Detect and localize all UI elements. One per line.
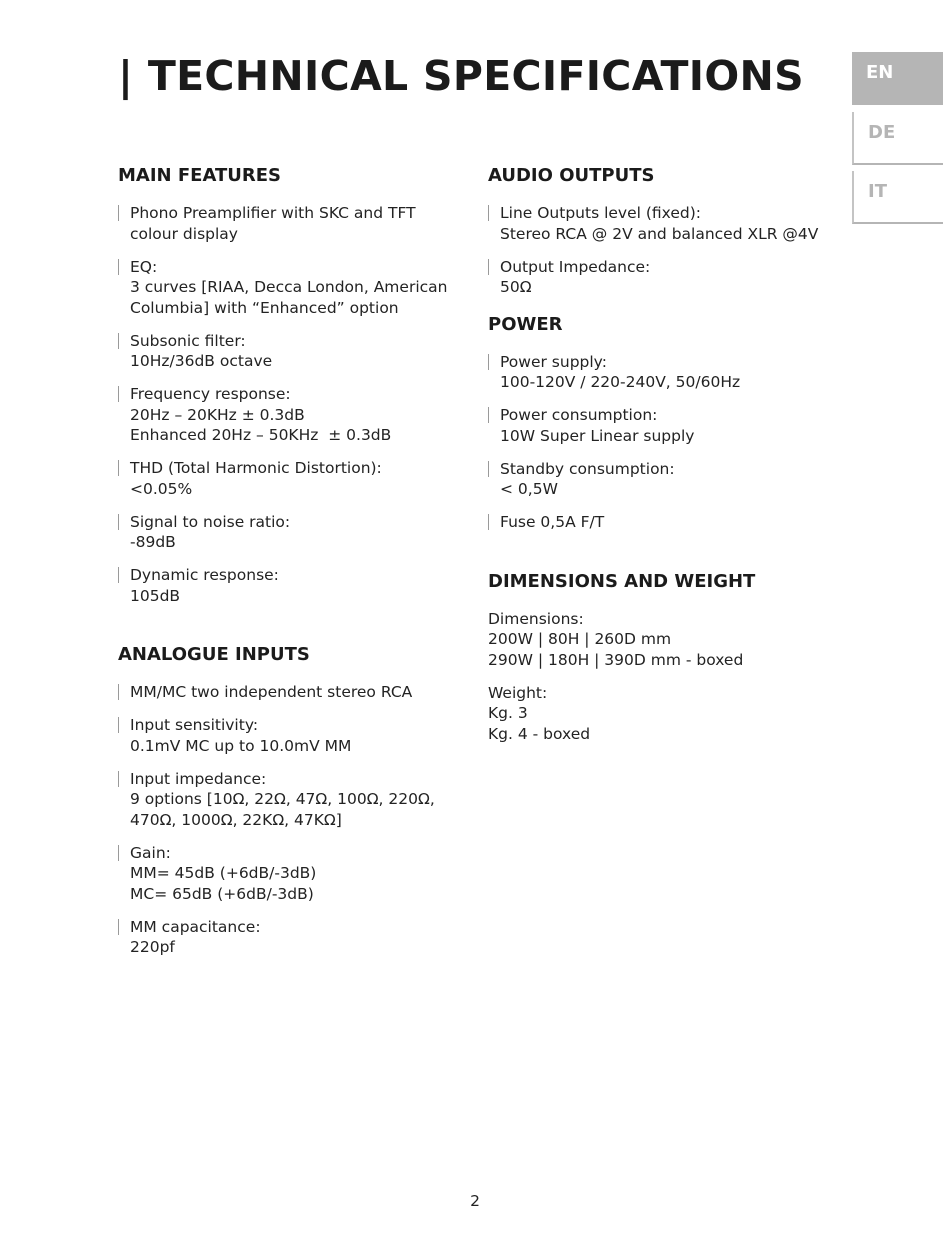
section-heading: POWER [488,313,563,335]
spec-item [118,458,478,499]
spec-value: 220pf [130,938,175,956]
spec-value: 10Hz/36dB octave [130,352,273,370]
spec-label: Power supply: [500,352,607,371]
spec-list [488,609,848,745]
spec-item [118,512,478,553]
language-tab-it[interactable]: IT [852,171,943,224]
spec-label: Signal to noise ratio: [130,512,291,531]
spec-label: EQ: [130,257,158,276]
bullet-bar [488,205,489,221]
spec-label: Input sensitivity: [130,716,259,734]
spec-item [488,352,848,393]
bullet-bar [488,514,489,530]
bullet-bar [118,259,119,275]
spec-item [118,203,478,244]
spec-value: 470Ω, 1000Ω, 22KΩ, 47KΩ] [130,810,342,829]
spec-item [118,682,478,703]
spec-value: Columbia] with “Enhanced” option [130,298,399,317]
spec-value: 3 curves [RIAA, Decca London, American [130,278,448,296]
language-tab-en[interactable]: EN [852,52,943,105]
spec-item [488,405,848,446]
spec-label: MM/MC two independent stereo RCA [130,683,413,701]
spec-value: Kg. 3 [488,704,528,722]
spec-value: 290W | 180H | 390D mm - boxed [488,650,744,669]
spec-item [488,203,848,244]
spec-value: MM= 45dB (+6dB/-3dB) [130,864,317,882]
spec-item [118,769,478,831]
bullet-bar [488,259,489,275]
bullet-bar [118,386,119,402]
spec-label: Subsonic filter: [130,331,246,350]
spec-item [118,715,478,756]
spec-label: Power consumption: [500,406,658,424]
left-column [118,163,478,970]
analogue-inputs-section [118,642,478,958]
bullet-bar [488,407,489,423]
spec-item [118,384,478,446]
spec-item [488,512,848,533]
spec-item [118,331,478,372]
spec-value: 100-120V / 220-240V, 50/60Hz [500,373,741,391]
spec-item [118,843,478,905]
spec-value: Kg. 4 - boxed [488,724,591,743]
spec-list [118,682,478,958]
spec-label: MM capacitance: [130,917,261,936]
spec-label: Weight: [488,683,548,702]
spec-item [118,565,478,606]
section-heading: MAIN FEATURES [118,165,282,186]
spec-value: 0.1mV MC up to 10.0mV MM [130,736,352,755]
spec-label: Output Impedance: [500,257,651,276]
spec-value: 20Hz – 20KHz ± 0.3dB [130,405,305,424]
bullet-bar [118,567,119,583]
bullet-bar [118,771,119,787]
dimensions-weight-section [488,569,848,745]
bullet-bar [118,845,119,861]
spec-list [488,352,848,533]
spec-value: 50Ω [500,278,532,296]
bullet-bar [118,205,119,221]
spec-item [118,917,478,958]
section-heading: DIMENSIONS AND WEIGHT [488,570,756,592]
bullet-bar [118,514,119,530]
spec-value: Stereo RCA @ 2V and balanced XLR @4V [500,224,819,243]
audio-outputs-section [488,163,848,298]
power-section [488,312,848,533]
page-number: 2 [470,1192,480,1210]
spec-value: <0.05% [130,479,193,498]
spec-list [488,203,848,298]
spec-value: 9 options [10Ω, 22Ω, 47Ω, 100Ω, 220Ω, [130,790,435,808]
spec-label: Phono Preamplifier with SKC and TFT [130,204,416,222]
bullet-bar [488,461,489,477]
spec-label: Frequency response: [130,385,291,403]
spec-value: 10W Super Linear supply [500,426,695,445]
bullet-bar [118,919,119,935]
bullet-bar [118,717,119,733]
spec-label: Gain: [130,843,171,862]
spec-value: -89dB [130,533,176,551]
bullet-bar [118,333,119,349]
spec-label: Dynamic response: [130,566,279,584]
spec-list [118,203,478,606]
spec-label: Dimensions: [488,609,584,628]
spec-item [488,609,848,671]
spec-label: Standby consumption: [500,459,675,478]
main-features-section [118,163,478,606]
page-title: | TECHNICAL SPECIFICATIONS [118,52,804,100]
right-column [488,163,848,757]
bullet-bar [118,460,119,476]
spec-item [118,257,478,319]
section-heading: AUDIO OUTPUTS [488,165,655,186]
spec-label: Input impedance: [130,769,267,788]
spec-value: 105dB [130,586,181,605]
bullet-bar [118,684,119,700]
bullet-bar [488,354,489,370]
spec-item [488,257,848,298]
spec-value: < 0,5W [500,480,558,498]
spec-label: THD (Total Harmonic Distortion): [130,459,382,477]
spec-value: Enhanced 20Hz – 50KHz ± 0.3dB [130,426,392,444]
spec-value: MC= 65dB (+6dB/-3dB) [130,884,314,903]
spec-item [488,683,848,745]
language-tab-de[interactable]: DE [852,112,943,165]
spec-value: colour display [130,224,238,243]
spec-value: 200W | 80H | 260D mm [488,630,672,648]
section-heading: ANALOGUE INPUTS [118,644,310,665]
spec-label: Line Outputs level (fixed): [500,204,702,222]
spec-label: Fuse 0,5A F/T [500,513,605,531]
spec-item [488,459,848,500]
